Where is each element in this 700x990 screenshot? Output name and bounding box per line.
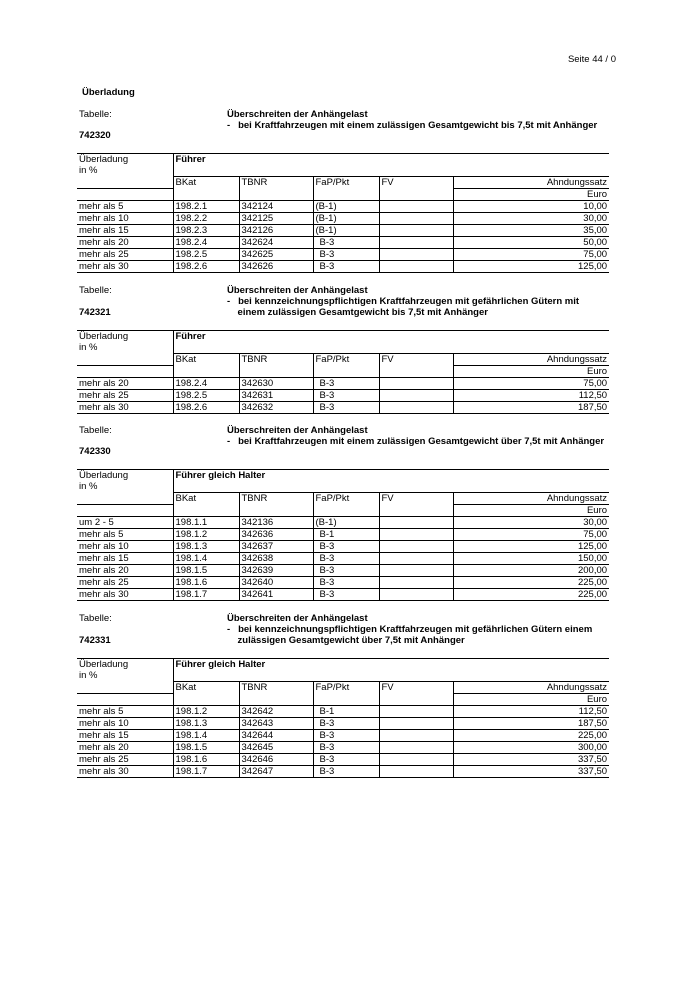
table-cell bbox=[379, 225, 453, 237]
table-row bbox=[77, 237, 609, 249]
table-cell: mehr als 15 bbox=[77, 225, 173, 237]
header-spacer bbox=[313, 505, 379, 517]
table-subtitle: - bei kennzeichnungspflichtigen Kraftfahrzeugen mit gefährlichen Gütern mit bbox=[227, 296, 580, 307]
table-cell: B-3 bbox=[313, 766, 379, 778]
column-header: Ahndungssatz bbox=[453, 177, 609, 189]
header-spacer bbox=[239, 189, 313, 201]
table-subtitle: - bei kennzeichnungspflichtigen Kraftfahrzeugen mit gefährlichen Gütern einem bbox=[227, 624, 593, 635]
table-cell: B-1 bbox=[313, 529, 379, 541]
table-cell: (B-1) bbox=[313, 213, 379, 225]
table-cell: B-3 bbox=[313, 402, 379, 414]
header-spacer bbox=[239, 505, 313, 517]
table-cell: mehr als 20 bbox=[77, 565, 173, 577]
table-cell: 187,50 bbox=[453, 718, 609, 730]
table-cell bbox=[379, 541, 453, 553]
table-row bbox=[77, 390, 609, 402]
table-cell: 342124 bbox=[239, 201, 313, 213]
table-cell: 342642 bbox=[239, 706, 313, 718]
table-subtitle: einem zulässigen Gesamtgewicht bis 7,5t mit Anhänger bbox=[227, 307, 488, 318]
table-cell: 225,00 bbox=[453, 577, 609, 589]
table-cell: 342626 bbox=[239, 261, 313, 273]
table-cell: (B-1) bbox=[313, 517, 379, 529]
table-cell: 198.1.2 bbox=[173, 529, 239, 541]
table-cell: 198.2.6 bbox=[173, 402, 239, 414]
table-cell: mehr als 30 bbox=[77, 766, 173, 778]
group-header: Führer gleich Halter bbox=[173, 659, 609, 682]
table-cell bbox=[379, 706, 453, 718]
table-row bbox=[77, 517, 609, 529]
table-cell: 75,00 bbox=[453, 249, 609, 261]
table-cell: (B-1) bbox=[313, 225, 379, 237]
header-spacer bbox=[379, 366, 453, 378]
table-row bbox=[77, 249, 609, 261]
table-cell: 10,00 bbox=[453, 201, 609, 213]
header-spacer bbox=[239, 694, 313, 706]
header-spacer bbox=[77, 694, 173, 706]
table-cell: B-3 bbox=[313, 754, 379, 766]
currency-label: Euro bbox=[453, 694, 609, 706]
table-cell: mehr als 5 bbox=[77, 706, 173, 718]
column-header: TBNR bbox=[239, 177, 313, 189]
table-cell: 198.2.4 bbox=[173, 237, 239, 249]
table-subtitle: - bei Kraftfahrzeugen mit einem zulässigen Gesamtgewicht über 7,5t mit Anhänger bbox=[227, 436, 605, 447]
table-cell: B-3 bbox=[313, 589, 379, 601]
column-header: FaP/Pkt bbox=[313, 354, 379, 366]
column-header: Ahndungssatz bbox=[453, 682, 609, 694]
table-cell: 150,00 bbox=[453, 553, 609, 565]
column-header: TBNR bbox=[239, 354, 313, 366]
header-spacer bbox=[313, 189, 379, 201]
header-spacer bbox=[77, 354, 173, 366]
table-cell: 342632 bbox=[239, 402, 313, 414]
table-cell: 342646 bbox=[239, 754, 313, 766]
table-cell: 198.2.5 bbox=[173, 390, 239, 402]
column-header: BKat bbox=[173, 177, 239, 189]
table-row bbox=[77, 742, 609, 754]
penalty-table bbox=[77, 658, 609, 778]
table-cell: 342640 bbox=[239, 577, 313, 589]
column-header-overladung: Überladung in % bbox=[77, 659, 173, 682]
table-cell: mehr als 5 bbox=[77, 529, 173, 541]
group-header: Führer bbox=[173, 154, 609, 177]
table-subtitle: zulässigen Gesamtgewicht über 7,5t mit Anhänger bbox=[227, 635, 465, 646]
table-row bbox=[77, 718, 609, 730]
header-spacer bbox=[313, 694, 379, 706]
header-spacer bbox=[77, 177, 173, 189]
column-header: BKat bbox=[173, 354, 239, 366]
table-cell: mehr als 10 bbox=[77, 718, 173, 730]
table-cell: 198.2.4 bbox=[173, 378, 239, 390]
table-cell: 198.1.7 bbox=[173, 589, 239, 601]
table-cell: B-3 bbox=[313, 718, 379, 730]
table-description bbox=[227, 613, 592, 646]
table-cell: 198.1.4 bbox=[173, 730, 239, 742]
table-cell: mehr als 15 bbox=[77, 553, 173, 565]
table-cell: 198.1.1 bbox=[173, 517, 239, 529]
table-cell bbox=[379, 402, 453, 414]
table-cell: mehr als 25 bbox=[77, 577, 173, 589]
table-row bbox=[77, 577, 609, 589]
currency-label: Euro bbox=[453, 189, 609, 201]
table-title: Überschreiten der Anhängelast bbox=[227, 613, 368, 624]
penalty-table bbox=[77, 330, 609, 414]
table-title: Überschreiten der Anhängelast bbox=[227, 425, 368, 436]
table-cell: mehr als 10 bbox=[77, 213, 173, 225]
table-cell: 198.1.3 bbox=[173, 718, 239, 730]
table-cell: 112,50 bbox=[453, 706, 609, 718]
column-header: BKat bbox=[173, 493, 239, 505]
table-label: Tabelle: bbox=[79, 285, 112, 296]
table-cell: B-3 bbox=[313, 541, 379, 553]
table-cell: 225,00 bbox=[453, 589, 609, 601]
table-cell: B-3 bbox=[313, 577, 379, 589]
column-header: FV bbox=[379, 354, 453, 366]
table-cell: 198.1.6 bbox=[173, 577, 239, 589]
table-label: Tabelle: bbox=[79, 425, 112, 436]
table-row bbox=[77, 553, 609, 565]
table-cell: 198.1.4 bbox=[173, 553, 239, 565]
table-label: Tabelle: bbox=[79, 613, 112, 624]
column-header: Ahndungssatz bbox=[453, 354, 609, 366]
table-row bbox=[77, 529, 609, 541]
group-header: Führer bbox=[173, 331, 609, 354]
table-cell: 125,00 bbox=[453, 541, 609, 553]
column-header-overladung: Überladung in % bbox=[77, 154, 173, 177]
table-cell bbox=[379, 213, 453, 225]
table-cell: 125,00 bbox=[453, 261, 609, 273]
table-row bbox=[77, 225, 609, 237]
table-cell: 198.1.7 bbox=[173, 766, 239, 778]
header-spacer bbox=[77, 493, 173, 505]
table-row bbox=[77, 402, 609, 414]
header-spacer bbox=[379, 505, 453, 517]
table-cell: (B-1) bbox=[313, 201, 379, 213]
table-cell: mehr als 25 bbox=[77, 390, 173, 402]
table-cell: mehr als 20 bbox=[77, 237, 173, 249]
table-cell: B-3 bbox=[313, 261, 379, 273]
table-row bbox=[77, 378, 609, 390]
column-header: FV bbox=[379, 177, 453, 189]
table-cell: mehr als 20 bbox=[77, 742, 173, 754]
header-spacer bbox=[173, 366, 239, 378]
table-cell: B-3 bbox=[313, 378, 379, 390]
table-cell: 342630 bbox=[239, 378, 313, 390]
table-code: 742320 bbox=[79, 130, 111, 141]
table-cell: 342631 bbox=[239, 390, 313, 402]
table-cell: 342641 bbox=[239, 589, 313, 601]
table-cell: B-3 bbox=[313, 390, 379, 402]
table-cell bbox=[379, 378, 453, 390]
table-cell: mehr als 30 bbox=[77, 261, 173, 273]
table-cell: 75,00 bbox=[453, 378, 609, 390]
header-spacer bbox=[379, 189, 453, 201]
column-header-overladung: Überladung in % bbox=[77, 331, 173, 354]
table-cell: 342625 bbox=[239, 249, 313, 261]
table-code: 742321 bbox=[79, 307, 111, 318]
table-cell: mehr als 25 bbox=[77, 249, 173, 261]
table-cell: 198.2.3 bbox=[173, 225, 239, 237]
currency-label: Euro bbox=[453, 505, 609, 517]
header-spacer bbox=[173, 505, 239, 517]
table-cell: 342636 bbox=[239, 529, 313, 541]
table-cell: 35,00 bbox=[453, 225, 609, 237]
table-cell: 342126 bbox=[239, 225, 313, 237]
table-cell bbox=[379, 390, 453, 402]
table-code: 742330 bbox=[79, 446, 111, 457]
table-cell bbox=[379, 565, 453, 577]
header-spacer bbox=[379, 694, 453, 706]
header-spacer bbox=[77, 366, 173, 378]
table-cell: um 2 - 5 bbox=[77, 517, 173, 529]
table-cell: 198.1.5 bbox=[173, 565, 239, 577]
column-header: TBNR bbox=[239, 493, 313, 505]
table-cell bbox=[379, 766, 453, 778]
table-description bbox=[227, 285, 579, 318]
table-cell bbox=[379, 237, 453, 249]
table-cell: B-3 bbox=[313, 249, 379, 261]
header-spacer bbox=[77, 682, 173, 694]
table-cell: 198.1.6 bbox=[173, 754, 239, 766]
table-cell bbox=[379, 730, 453, 742]
table-cell: B-3 bbox=[313, 730, 379, 742]
table-cell: mehr als 25 bbox=[77, 754, 173, 766]
table-cell: 30,00 bbox=[453, 517, 609, 529]
table-cell: 342647 bbox=[239, 766, 313, 778]
table-description bbox=[227, 425, 604, 447]
table-cell bbox=[379, 754, 453, 766]
table-cell: 198.1.3 bbox=[173, 541, 239, 553]
page-heading: Überladung bbox=[82, 87, 135, 98]
table-cell: 342136 bbox=[239, 517, 313, 529]
table-cell: 198.1.5 bbox=[173, 742, 239, 754]
column-header: Ahndungssatz bbox=[453, 493, 609, 505]
table-row bbox=[77, 541, 609, 553]
table-cell: 198.2.5 bbox=[173, 249, 239, 261]
header-spacer bbox=[239, 366, 313, 378]
table-code: 742331 bbox=[79, 635, 111, 646]
table-cell bbox=[379, 249, 453, 261]
table-row bbox=[77, 201, 609, 213]
table-cell: 342638 bbox=[239, 553, 313, 565]
column-header: FV bbox=[379, 493, 453, 505]
column-header: FaP/Pkt bbox=[313, 177, 379, 189]
table-row bbox=[77, 766, 609, 778]
table-cell: B-3 bbox=[313, 237, 379, 249]
table-row bbox=[77, 565, 609, 577]
penalty-table bbox=[77, 153, 609, 273]
table-cell: 198.2.2 bbox=[173, 213, 239, 225]
table-cell: mehr als 30 bbox=[77, 589, 173, 601]
table-cell: B-3 bbox=[313, 553, 379, 565]
table-cell: 300,00 bbox=[453, 742, 609, 754]
table-cell: 187,50 bbox=[453, 402, 609, 414]
table-cell: 200,00 bbox=[453, 565, 609, 577]
table-row bbox=[77, 754, 609, 766]
table-cell: B-1 bbox=[313, 706, 379, 718]
table-cell: 225,00 bbox=[453, 730, 609, 742]
table-cell: 342644 bbox=[239, 730, 313, 742]
table-cell bbox=[379, 529, 453, 541]
table-row bbox=[77, 261, 609, 273]
table-cell: mehr als 5 bbox=[77, 201, 173, 213]
column-header-overladung: Überladung in % bbox=[77, 470, 173, 493]
table-cell: 342125 bbox=[239, 213, 313, 225]
table-row bbox=[77, 706, 609, 718]
table-title: Überschreiten der Anhängelast bbox=[227, 285, 368, 296]
table-cell: 342624 bbox=[239, 237, 313, 249]
table-cell bbox=[379, 517, 453, 529]
group-header: Führer gleich Halter bbox=[173, 470, 609, 493]
table-label: Tabelle: bbox=[79, 109, 112, 120]
currency-label: Euro bbox=[453, 366, 609, 378]
table-cell: mehr als 20 bbox=[77, 378, 173, 390]
table-row bbox=[77, 213, 609, 225]
table-subtitle: - bei Kraftfahrzeugen mit einem zulässigen Gesamtgewicht bis 7,5t mit Anhänger bbox=[227, 120, 598, 131]
table-cell: B-3 bbox=[313, 565, 379, 577]
table-cell bbox=[379, 589, 453, 601]
table-cell: mehr als 30 bbox=[77, 402, 173, 414]
table-cell: 342643 bbox=[239, 718, 313, 730]
table-cell: mehr als 15 bbox=[77, 730, 173, 742]
table-cell: 75,00 bbox=[453, 529, 609, 541]
table-cell: mehr als 10 bbox=[77, 541, 173, 553]
table-cell: B-3 bbox=[313, 742, 379, 754]
column-header: FaP/Pkt bbox=[313, 493, 379, 505]
table-cell bbox=[379, 553, 453, 565]
table-cell: 342639 bbox=[239, 565, 313, 577]
table-cell: 337,50 bbox=[453, 766, 609, 778]
table-title: Überschreiten der Anhängelast bbox=[227, 109, 368, 120]
table-cell: 198.1.2 bbox=[173, 706, 239, 718]
column-header: FaP/Pkt bbox=[313, 682, 379, 694]
table-description bbox=[227, 109, 597, 131]
table-row bbox=[77, 730, 609, 742]
column-header: TBNR bbox=[239, 682, 313, 694]
header-spacer bbox=[313, 366, 379, 378]
header-spacer bbox=[77, 505, 173, 517]
column-header: FV bbox=[379, 682, 453, 694]
header-spacer bbox=[173, 694, 239, 706]
table-cell: 342645 bbox=[239, 742, 313, 754]
page-number: Seite 44 / 0 bbox=[567, 54, 616, 65]
table-cell: 112,50 bbox=[453, 390, 609, 402]
column-header: BKat bbox=[173, 682, 239, 694]
penalty-table bbox=[77, 469, 609, 601]
table-cell bbox=[379, 261, 453, 273]
table-cell bbox=[379, 742, 453, 754]
table-cell bbox=[379, 718, 453, 730]
table-cell: 337,50 bbox=[453, 754, 609, 766]
table-row bbox=[77, 589, 609, 601]
table-cell: 198.2.1 bbox=[173, 201, 239, 213]
table-cell: 50,00 bbox=[453, 237, 609, 249]
table-cell: 30,00 bbox=[453, 213, 609, 225]
table-cell: 198.2.6 bbox=[173, 261, 239, 273]
table-cell bbox=[379, 201, 453, 213]
header-spacer bbox=[77, 189, 173, 201]
table-cell: 342637 bbox=[239, 541, 313, 553]
table-cell bbox=[379, 577, 453, 589]
header-spacer bbox=[173, 189, 239, 201]
